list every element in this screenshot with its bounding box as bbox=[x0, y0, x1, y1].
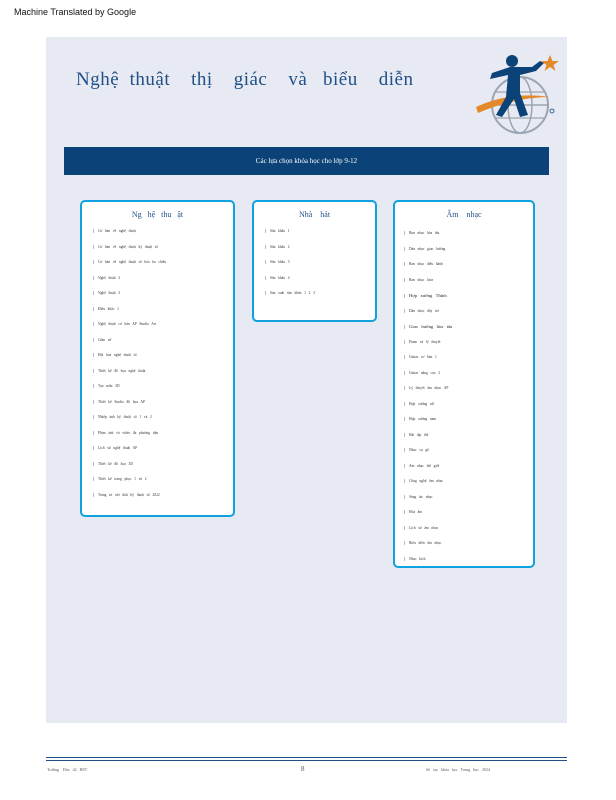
list-item: Sân khấu 1 bbox=[265, 229, 375, 245]
list-item: Thiết kế đồ họa nghệ thuật bbox=[93, 369, 233, 385]
list-item: Nhiếp ảnh kỹ thuật số 1 và 2 bbox=[93, 415, 233, 431]
visual-arts-title: Ng hệ thu ật bbox=[131, 210, 184, 219]
list-item: Dàn nhạc dây trẻ bbox=[404, 309, 533, 325]
list-item: Hợp xướng Thính bbox=[404, 293, 533, 309]
course-options-heading: Các lựa chọn khóa học cho lớp 9-12 bbox=[255, 157, 358, 165]
page-title: Nghệ thuật thị giác và biểu diễn bbox=[76, 69, 414, 90]
list-item: Cơ bản về nghệ thuật kỹ thuật số bbox=[93, 245, 233, 261]
list-item: Thiết kế đồ họa 3D bbox=[93, 462, 233, 478]
list-item: Thiết kế trang phục 1 và 2 bbox=[93, 477, 233, 493]
list-item: Piano và lý thuyết bbox=[404, 340, 533, 356]
list-item: Sản xuất sân khấu 1 2 3 bbox=[265, 291, 375, 307]
list-item: Dàn nhạc giao hưởng bbox=[404, 247, 533, 263]
list-item: Gốm sứ bbox=[93, 338, 233, 354]
list-item: Lịch sử âm nhạc bbox=[404, 526, 533, 542]
list-item: Nhạc kịch bbox=[404, 557, 533, 573]
list-item: Hòa âm bbox=[404, 510, 533, 526]
list-item: Thiết kế Studio đồ họa AP bbox=[93, 400, 233, 416]
course-options-bar bbox=[64, 147, 549, 175]
list-item: Phim ảnh và video đa phương tiện bbox=[93, 431, 233, 447]
list-item: Guitar nâng cao 2 bbox=[404, 371, 533, 387]
music-title: Âm nhạc bbox=[446, 210, 482, 219]
list-item: Cơ bản về nghệ thuật bbox=[93, 229, 233, 245]
list-item: Nghệ thuật 2 bbox=[93, 276, 233, 292]
list-item: Nhạc cụ gõ bbox=[404, 448, 533, 464]
visual-arts-box bbox=[80, 200, 235, 517]
list-item: Lý thuyết âm nhạc AP bbox=[404, 386, 533, 402]
list-item: Trang trí nội thất kỹ thuật số 2022 bbox=[93, 493, 233, 509]
list-item: Nghệ thuật cơ bản AP Studio Art bbox=[93, 322, 233, 338]
list-item: Lịch sử nghệ thuật AP bbox=[93, 446, 233, 462]
machine-translated-banner: Machine Translated by Google bbox=[14, 7, 137, 17]
list-item: Sân khấu 4 bbox=[265, 276, 375, 292]
footer-school: Trường Dist 42 HST bbox=[47, 767, 88, 772]
list-item: Giao hưởng hòa tấu bbox=[404, 324, 533, 340]
list-item: Hát tập thể bbox=[404, 433, 533, 449]
list-item: Sân khấu 2 bbox=[265, 245, 375, 261]
list-item: Ban nhạc hòa tấu bbox=[404, 231, 533, 247]
list-item: Ban nhạc Jazz bbox=[404, 278, 533, 294]
list-item: Công nghệ âm nhạc bbox=[404, 479, 533, 495]
list-item: Ban nhạc diễu hành bbox=[404, 262, 533, 278]
list-item: Tạo mẫu 3D bbox=[93, 384, 233, 400]
list-item: Âm nhạc thế giới bbox=[404, 464, 533, 480]
list-item: Điêu khắc 1 bbox=[93, 307, 233, 323]
list-item: Hợp xướng nữ bbox=[404, 402, 533, 418]
list-item: Hội họa nghệ thuật số bbox=[93, 353, 233, 369]
footer-handbook: Sổ tay khóa học Trung học 2024 bbox=[426, 767, 490, 772]
footer-divider bbox=[46, 760, 567, 761]
theater-box bbox=[252, 200, 377, 322]
page-number: 8 bbox=[301, 765, 305, 773]
list-item: Hợp xướng nam bbox=[404, 417, 533, 433]
list-item: Sáng tác nhạc bbox=[404, 495, 533, 511]
list-item: Nghệ thuật 3 bbox=[93, 291, 233, 307]
list-item: Sân khấu 3 bbox=[265, 260, 375, 276]
school-logo-icon bbox=[470, 47, 564, 139]
list-item: Biểu diễn âm nhạc bbox=[404, 541, 533, 557]
footer-divider bbox=[46, 757, 567, 758]
list-item: Cơ bản về nghệ thuật số hóa ba chiều bbox=[93, 260, 233, 276]
music-box bbox=[393, 200, 535, 568]
page-panel bbox=[46, 37, 567, 723]
theater-title: Nhà hát bbox=[298, 210, 331, 219]
list-item: Guitar cơ bản 1 bbox=[404, 355, 533, 371]
